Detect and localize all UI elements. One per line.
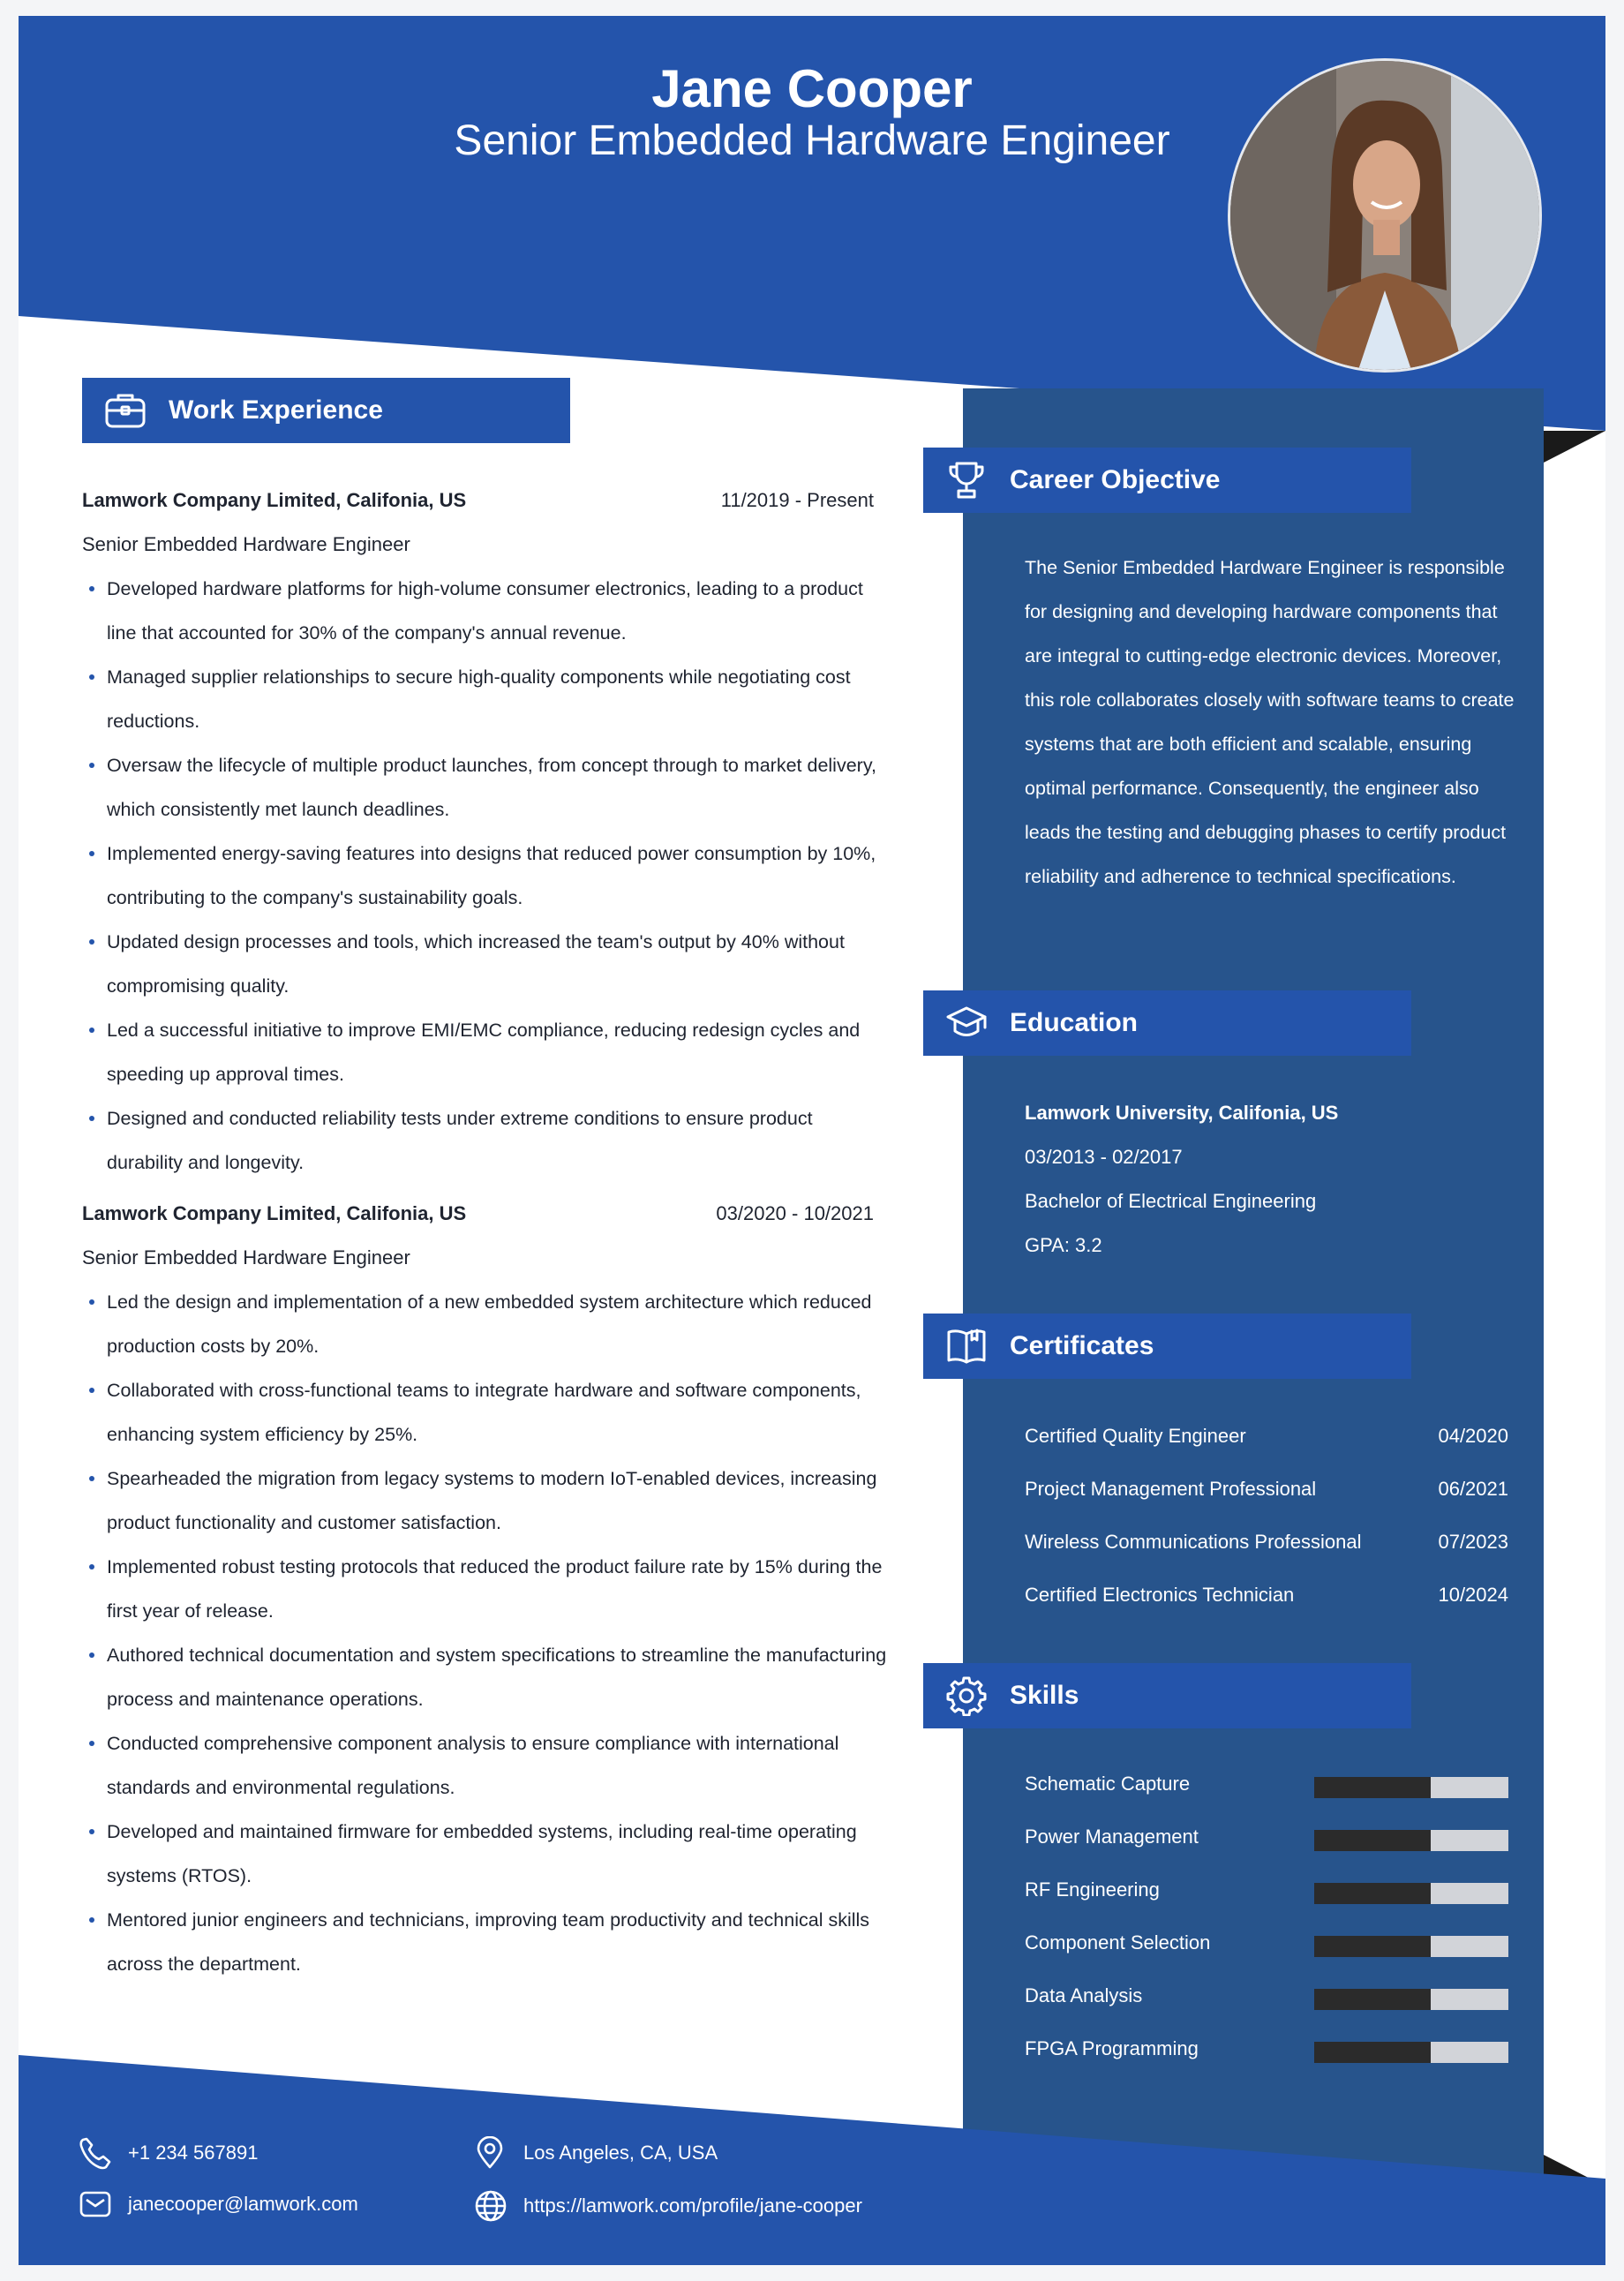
skill-name: Power Management	[1025, 1826, 1199, 1848]
certificate-name: Wireless Communications Professional	[1025, 1531, 1362, 1553]
globe-icon	[474, 2189, 523, 2223]
contact-location	[474, 2136, 718, 2170]
company-name: Lamwork Company Limited, Califonia, US	[82, 489, 467, 511]
bullet-item: Led the design and implementation of a new embedded system architecture which reduced production costs by 20%.	[82, 1280, 890, 1368]
mail-icon	[79, 2189, 128, 2219]
skill-row	[1025, 1826, 1289, 1857]
contact-phone[interactable]	[79, 2136, 258, 2170]
skill-row	[1025, 1878, 1289, 1910]
briefcase-icon	[82, 378, 169, 443]
career-objective-text: The Senior Embedded Hardware Engineer is responsible for designing and developing hardware components that are integral to cutting-edge electronic devices. Moreover, this role collaborates closely with software teams to create systems that are both efficient and scalable, ensuring optimal performance. Consequently, the engineer also leads the testing and debugging phases to certify product reliability and adherence to technical specifications.	[1025, 557, 1515, 887]
skill-level-bar	[1314, 1883, 1508, 1904]
skill-row	[1025, 1773, 1289, 1804]
certificate-row	[1025, 1478, 1508, 1509]
skill-name: Data Analysis	[1025, 1984, 1143, 2006]
trophy-icon	[923, 448, 1010, 513]
location-pin-icon	[474, 2136, 523, 2170]
bullet-item: Designed and conducted reliability tests under extreme conditions to ensure product durability and longevity.	[82, 1096, 890, 1185]
education-dates: 03/2013 - 02/2017	[1025, 1146, 1183, 1168]
skill-level-fill	[1314, 1830, 1431, 1851]
bullet-item: Conducted comprehensive component analysis to ensure compliance with international standards and environmental regulations.	[82, 1721, 890, 1810]
bullet-item: Managed supplier relationships to secure high-quality components while negotiating cost reductions.	[82, 655, 890, 743]
certificate-date: 04/2020	[1438, 1425, 1508, 1447]
company-name: Lamwork Company Limited, Califonia, US	[82, 1202, 467, 1224]
job-role: Senior Embedded Hardware Engineer	[82, 533, 410, 555]
profile-photo	[1228, 58, 1542, 373]
bullet-item: Developed and maintained firmware for embedded systems, including real-time operating systems (RTOS).	[82, 1810, 890, 1898]
bullet-item: Authored technical documentation and system specifications to streamline the manufacturing process and maintenance operations.	[82, 1633, 890, 1721]
employment-dates: 11/2019 - Present	[720, 489, 874, 511]
skill-name: Component Selection	[1025, 1931, 1211, 1954]
education-header	[923, 990, 1411, 1056]
skill-name: RF Engineering	[1025, 1878, 1160, 1901]
school-name: Lamwork University, Califonia, US	[1025, 1102, 1339, 1124]
certificate-name: Certified Quality Engineer	[1025, 1425, 1246, 1447]
certificate-row	[1025, 1584, 1508, 1615]
graduation-cap-icon	[923, 990, 1010, 1056]
education-label: Education	[1010, 1008, 1139, 1037]
bullet-item: Collaborated with cross-functional teams to integrate hardware and software components, enhancing system efficiency by 25%.	[82, 1368, 890, 1457]
skill-level-fill	[1314, 1989, 1431, 2010]
gear-icon	[923, 1663, 1010, 1728]
skill-level-fill	[1314, 1883, 1431, 1904]
skill-level-bar	[1314, 1936, 1508, 1957]
bullet-item: Implemented robust testing protocols that reduced the product failure rate by 15% during the first year of release.	[82, 1545, 890, 1633]
skill-level-fill	[1314, 1777, 1431, 1798]
degree: Bachelor of Electrical Engineering	[1025, 1190, 1317, 1212]
experience-header	[82, 1202, 874, 1234]
bullet-item: Developed hardware platforms for high-volume consumer electronics, leading to a product line that accounted for 30% of the company's annual revenue.	[82, 567, 890, 655]
skill-level-bar	[1314, 2042, 1508, 2063]
skill-name: FPGA Programming	[1025, 2037, 1199, 2059]
candidate-title: Senior Embedded Hardware Engineer	[454, 117, 1170, 164]
career-objective-header	[923, 448, 1411, 513]
experience-bullets	[82, 1280, 890, 1986]
candidate-name: Jane Cooper	[651, 59, 973, 118]
skill-row	[1025, 1931, 1289, 1963]
gpa: GPA: 3.2	[1025, 1234, 1102, 1256]
certificate-date: 10/2024	[1438, 1584, 1508, 1606]
book-icon	[923, 1314, 1010, 1379]
work-experience-header	[82, 378, 570, 443]
contact-website[interactable]	[474, 2189, 862, 2223]
certificate-row	[1025, 1425, 1508, 1457]
skill-row	[1025, 1984, 1289, 2016]
certificates-label: Certificates	[1010, 1331, 1154, 1360]
skills-header	[923, 1663, 1411, 1728]
bullet-item: Mentored junior engineers and technicians, improving team productivity and technical skills across the department.	[82, 1898, 890, 1986]
employment-dates: 03/2020 - 10/2021	[716, 1202, 874, 1224]
certificate-name: Certified Electronics Technician	[1025, 1584, 1295, 1606]
certificate-row	[1025, 1531, 1508, 1562]
bullet-item: Led a successful initiative to improve EMI/EMC compliance, reducing redesign cycles and speeding up approval times.	[82, 1008, 890, 1096]
skill-level-bar	[1314, 1830, 1508, 1851]
certificate-date: 07/2023	[1438, 1531, 1508, 1553]
skill-row	[1025, 2037, 1289, 2069]
email-address: janecooper@lamwork.com	[128, 2193, 358, 2215]
bullet-item: Oversaw the lifecycle of multiple product launches, from concept through to market delivery, which consistently met launch deadlines.	[82, 743, 890, 832]
experience-bullets	[82, 567, 890, 1185]
top-fold	[1544, 431, 1605, 463]
contact-email[interactable]	[79, 2189, 358, 2219]
resume-sheet	[19, 16, 1605, 2265]
phone-icon	[79, 2136, 128, 2170]
skill-level-bar	[1314, 1777, 1508, 1798]
certificate-date: 06/2021	[1438, 1478, 1508, 1500]
work-experience-label: Work Experience	[169, 395, 383, 425]
bullet-item: Spearheaded the migration from legacy systems to modern IoT-enabled devices, increasing product functionality and customer satisfaction.	[82, 1457, 890, 1545]
certificates-header	[923, 1314, 1411, 1379]
phone-number: +1 234 567891	[128, 2142, 259, 2164]
skill-level-fill	[1314, 2042, 1431, 2063]
location-text: Los Angeles, CA, USA	[523, 2142, 718, 2164]
bullet-item: Implemented energy-saving features into designs that reduced power consumption by 10%, contributing to the company's sustainability goals.	[82, 832, 890, 920]
career-objective-label: Career Objective	[1010, 465, 1221, 494]
skills-label: Skills	[1010, 1681, 1079, 1710]
skill-level-fill	[1314, 1936, 1431, 1957]
experience-header	[82, 489, 874, 521]
skill-level-bar	[1314, 1989, 1508, 2010]
bullet-item: Updated design processes and tools, which increased the team's output by 40% without compromising quality.	[82, 920, 890, 1008]
job-role: Senior Embedded Hardware Engineer	[82, 1246, 410, 1268]
certificate-name: Project Management Professional	[1025, 1478, 1317, 1500]
skill-name: Schematic Capture	[1025, 1773, 1191, 1795]
website-url: https://lamwork.com/profile/jane-cooper	[523, 2194, 862, 2217]
